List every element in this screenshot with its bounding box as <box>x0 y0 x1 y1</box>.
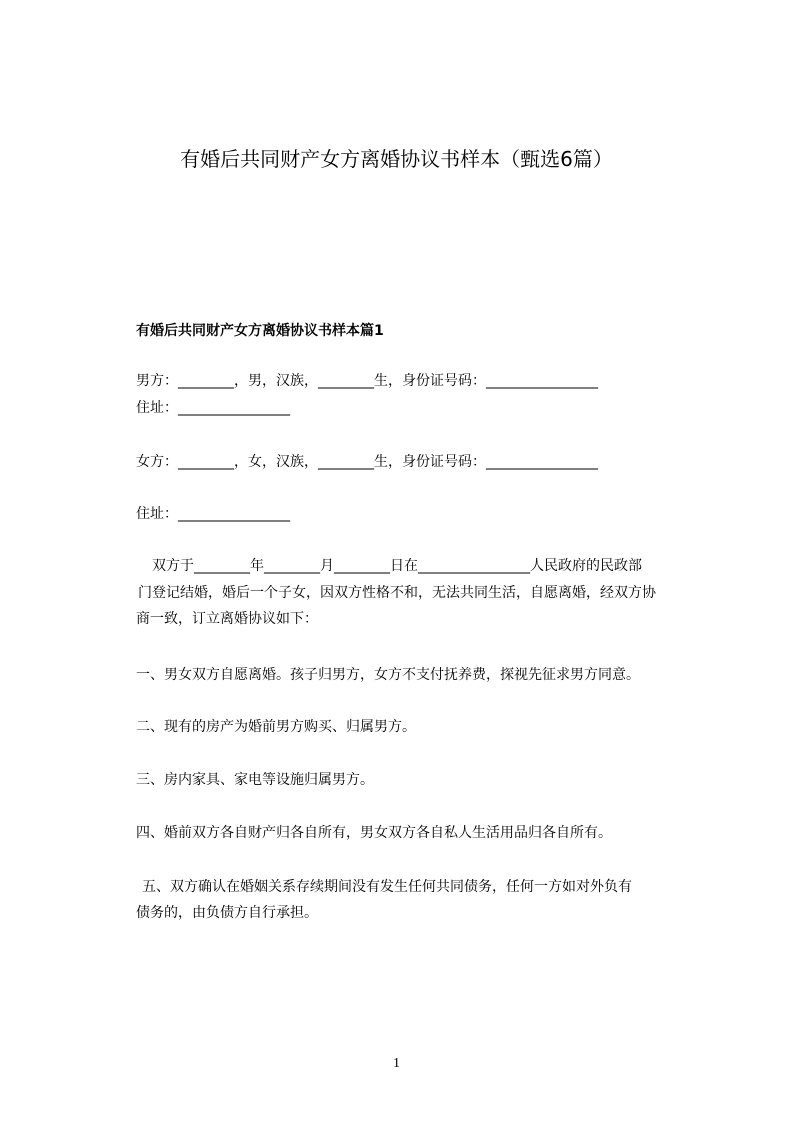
female-address-line: 住址：________________ <box>136 506 290 522</box>
document-title: 有婚后共同财产女方离婚协议书样本（甄选6篇） <box>180 147 613 171</box>
clause-4: 四、婚前双方各自财产归各自所有，男女双方各自私人生活用品归各自所有。 <box>136 825 612 841</box>
female-party-line: 女方：________，女，汉族，________生，身份证号码：________________ <box>136 454 598 470</box>
intro-paragraph-line-1: 双方于________年________月________日在________________人民政府的民政部 <box>138 558 642 574</box>
clause-3: 三、房内家具、家电等设施归属男方。 <box>136 772 374 788</box>
male-party-line: 男方：________，男，汉族，________生，身份证号码：________________ <box>136 373 598 389</box>
clause-2: 二、现有的房产为婚前男方购买、归属男方。 <box>136 719 416 735</box>
clause-5-line-1: 五、双方确认在婚姻关系存续期间没有发生任何共同债务，任何一方如对外负有 <box>128 879 632 895</box>
intro-paragraph-line-2: 门登记结婚，婚后一个子女，因双方性格不和，无法共同生活，自愿离婚，经双方协 <box>138 585 656 601</box>
clause-1: 一、男女双方自愿离婚。孩子归男方，女方不支付抚养费，探视先征求男方同意。 <box>136 667 640 683</box>
clause-5-line-2: 债务的，由负债方自行承担。 <box>136 905 318 921</box>
intro-paragraph-line-3: 商一致，订立离婚协议如下： <box>136 611 318 627</box>
page-number: 1 <box>393 1056 400 1071</box>
male-address-line: 住址：________________ <box>136 400 290 416</box>
section-heading: 有婚后共同财产女方离婚协议书样本篇1 <box>136 323 384 339</box>
